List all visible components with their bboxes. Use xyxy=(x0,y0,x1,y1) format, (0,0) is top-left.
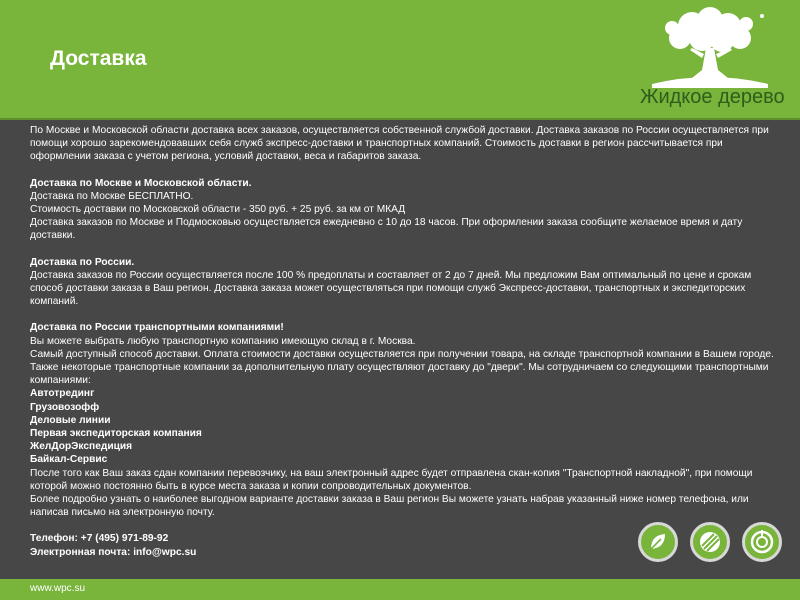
company-item: Автотрединг xyxy=(30,388,95,400)
footer-bar xyxy=(0,579,800,600)
recycle-icon[interactable] xyxy=(742,522,782,562)
transport-after: После того как Ваш заказ сдан компании перевозчику, на ваш электронный адрес будет отправлена скан-копия "Транспортной накладной", при помощи которой можно постоянно быть в курсе места заказа и копии сопроводительных документов. xyxy=(30,467,753,492)
moscow-heading: Доставка по Москве и Московской области. xyxy=(30,177,252,189)
moscow-line: Стоимость доставки по Московской области - 350 руб. + 25 руб. за км от МКАД xyxy=(30,204,406,216)
company-item: Байкал-Сервис xyxy=(30,454,108,466)
company-item: Деловые линии xyxy=(30,414,111,426)
moscow-line: Доставка заказов по Москве и Подмосковью осуществляется ежедневно с 10 до 18 часов. При оформлении заказа сообщите желаемое время и дату доставки. xyxy=(30,217,743,242)
logo[interactable] xyxy=(632,4,785,114)
page-title: Доставка xyxy=(50,47,147,70)
logo-text: Жидкое дерево xyxy=(640,86,785,108)
transport-line: Самый доступный способ доставки. Оплата стоимости доставки осуществляется при получении товара, на складе транспортной компании в Вашем городе. Также некоторые транспортные компании за дополнительную плату осуществляют доставку до "двери". Мы сотрудничаем со следующими транспортными компаниями: xyxy=(30,348,774,387)
contact-email[interactable]: Электронная почта: info@wpc.su xyxy=(30,546,197,558)
transport-heading: Доставка по России транспортными компаниями! xyxy=(30,322,284,334)
content-text xyxy=(30,124,775,559)
company-item: ЖелДорЭкспедиция xyxy=(30,441,133,453)
footer-url[interactable]: www.wpc.su xyxy=(30,583,86,594)
stripes-icon[interactable] xyxy=(690,522,730,562)
leaf-icon[interactable] xyxy=(638,522,678,562)
russia-text: Доставка заказов по России осуществляется после 100 % предоплаты и составляет от 2 до 7 дней. Мы предложим Вам оптимальный по цене и срокам способ доставки заказа в Ваш регион. Доставка заказа может осуществляться при помощи служб Экспресс-доставки, транспортных и экспедиторских компаний. xyxy=(30,269,752,308)
company-item: Первая экспедиторская компания xyxy=(30,428,202,440)
company-item: Грузовозофф xyxy=(30,401,100,413)
russia-heading: Доставка по России. xyxy=(30,256,135,268)
header-bar xyxy=(0,0,800,118)
transport-after: Более подробно узнать о наиболее выгодном варианте доставки заказа в Ваш регион Вы можете узнать набрав указанный ниже номер телефона, или написав письмо на электронную почту. xyxy=(30,494,749,519)
moscow-line: Доставка по Москве БЕСПЛАТНО. xyxy=(30,190,194,202)
contact-phone: Телефон: +7 (495) 971-89-92 xyxy=(30,533,169,545)
transport-line: Вы можете выбрать любую транспортную компанию имеющую склад в г. Москва. xyxy=(30,335,416,347)
tree-logo-icon xyxy=(632,4,782,89)
header-divider xyxy=(0,118,800,120)
intro-paragraph: По Москве и Московской области доставка всех заказов, осуществляется собственной службой доставки. Доставка заказов по России осуществляется при помощи хорошо зарекомендовавших себя служб экспресс-доставки и транспортных компаний. Стоимость доставки в регион рассчитывается при оформлении заказа с учетом региона, условий доставки, веса и габаритов заказа. xyxy=(30,125,769,163)
